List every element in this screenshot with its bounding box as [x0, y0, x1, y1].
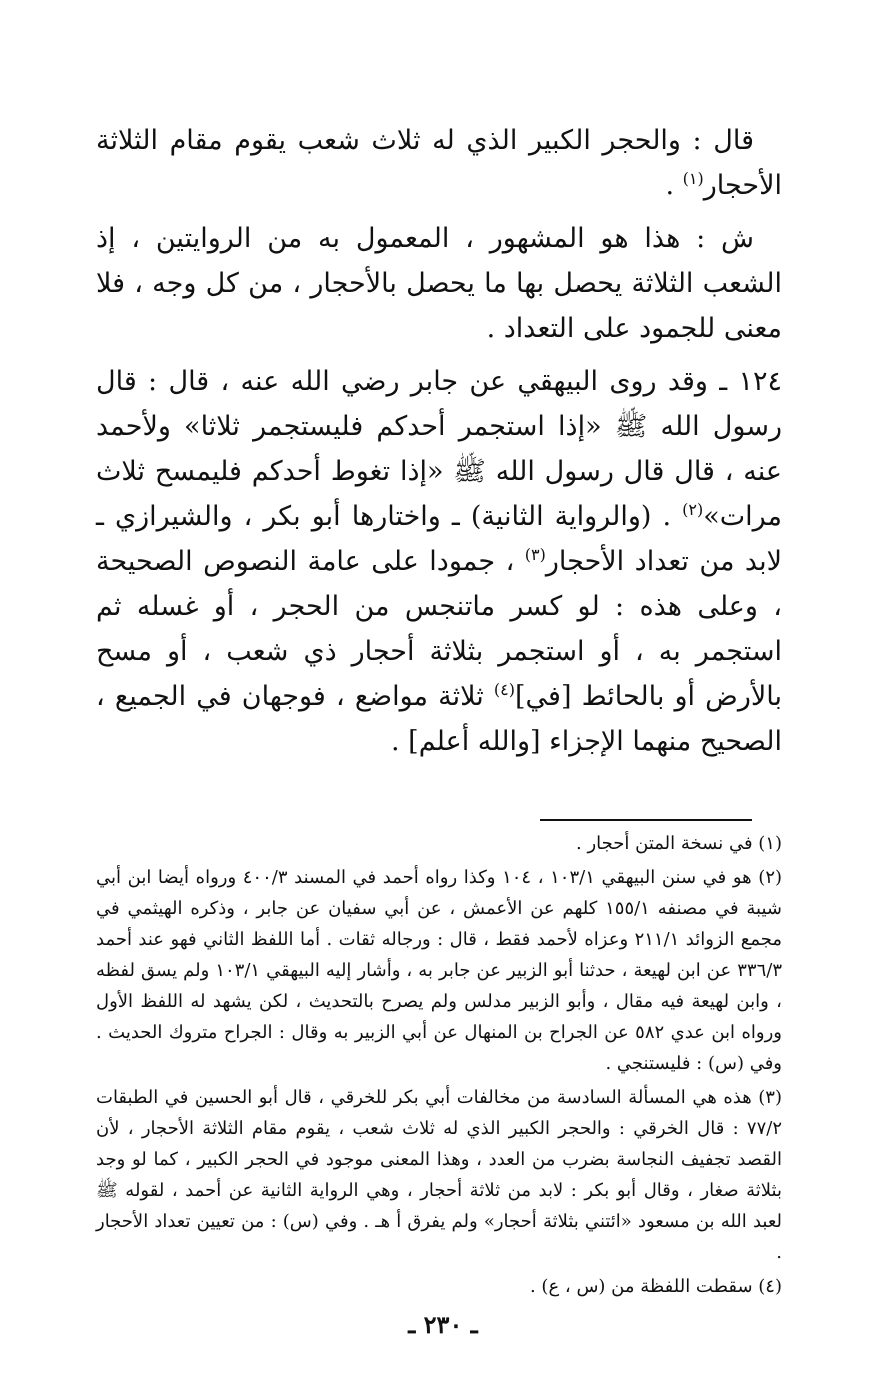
paragraph-matn	[96, 118, 782, 208]
hadith-text-c: ، جمودا على عامة النصوص الصحيحة ، وعلى هذه : لو كسر ماتنجس من الحجر ، أو غسله ثم استجمر به ، أو استجمر بثلاثة أحجار ذي شعب ، أو مسح بالأرض أو بالحائط [في]	[96, 546, 782, 712]
hadith-text-b: . (والرواية الثانية) ـ واختارها أبو بكر ، والشيرازي ـ لابد من تعداد الأحجار	[96, 501, 782, 577]
page-number: ـ ٢٣٠ ـ	[408, 1310, 478, 1339]
footnote-separator	[540, 819, 752, 821]
paragraph-hadith-124	[96, 359, 782, 764]
matn-text: قال : والحجر الكبير الذي له ثلاث شعب يقوم مقام الثلاثة الأحجار	[96, 125, 782, 201]
main-text	[96, 118, 782, 772]
hadith-text-d: ثلاثة مواضع ، فوجهان في الجميع ، الصحيح منهما الإجزاء [والله أعلم] .	[96, 681, 782, 757]
footnote-1: (١) في نسخة المتن أحجار .	[576, 833, 782, 854]
footnote-ref-1[interactable]: (١)	[682, 169, 704, 188]
footnote-ref-4[interactable]: (٤)	[493, 680, 515, 699]
matn-end: .	[665, 170, 683, 201]
footnote-3: (٣) هذه هي المسألة السادسة من مخالفات أبي بكر للخرقي ، قال أبو الحسين في الطبقات ٧٧/٢ : قال الخرقي : والحجر الكبير الذي له ثلاث شعب ، يقوم مقام الثلاثة الأحجار ، لأن القصد تجفيف النجاسة بضرب من العدد ، وهذا المعنى موجود في الحجر الكبير ، كما لو وجد بثلاثة صغار ، وقال أبو بكر : لابد من ثلاثة أحجار ، وهي الرواية الثانية عن أحمد ، لقوله ﷺ لعبد الله بن مسعود «ائتني بثلاثة أحجار» ولم يفرق أ هـ . وفي (س) : من تعيين تعداد الأحجار .	[96, 1087, 782, 1263]
footnote-ref-2[interactable]: (٢)	[682, 500, 704, 519]
hadith-text-a: وقد روى البيهقي عن جابر رضي الله عنه ، قال : قال رسول الله ﷺ «إذا استجمر أحدكم فليستجمر ثلاثا» ولأحمد عنه ، قال قال رسول الله ﷺ «إذا تغوط أحدكم فليمسح ثلاث مرات»	[96, 366, 782, 532]
footnotes	[96, 828, 782, 1305]
footnote-ref-3[interactable]: (٣)	[524, 545, 546, 564]
paragraph-sharh: ش : هذا هو المشهور ، المعمول به من الروايتين ، إذ الشعب الثلاثة يحصل بها ما يحصل بالأحجار ، من كل وجه ، فلا معنى للجمود على التعداد .	[96, 223, 782, 344]
hadith-number: ١٢٤ ـ	[707, 366, 782, 397]
footnote-4: (٤) سقطت اللفظة من (س ، ع) .	[529, 1276, 782, 1297]
footnote-2: (٢) هو في سنن البيهقي ١٠٣/١ ، ١٠٤ وكذا رواه أحمد في المسند ٤٠٠/٣ ورواه أيضا ابن أبي شيبة في مصنفه ١٥٥/١ كلهم عن الأعمش ، عن أبي سفيان عن جابر ، وذكره الهيثمي في مجمع الزوائد ٢١١/١ وعزاه لأحمد فقط ، قال : ورجاله ثقات . أما اللفظ الثاني فهو عند أحمد ٣٣٦/٣ عن ابن لهيعة ، حدثنا أبو الزبير عن جابر به ، وأشار إليه البيهقي ١٠٣/١ ولم يسق لفظه ، وابن لهيعة فيه مقال ، وأبو الزبير مدلس ولم يصرح بالتحديث ، لكن يشهد له اللفظ الأول ورواه ابن عدي ٥٨٢ عن الجراح بن المنهال عن أبي الزبير به وقال : الجراح متروك الحديث . وفي (س) : فليستنجي .	[96, 867, 783, 1074]
